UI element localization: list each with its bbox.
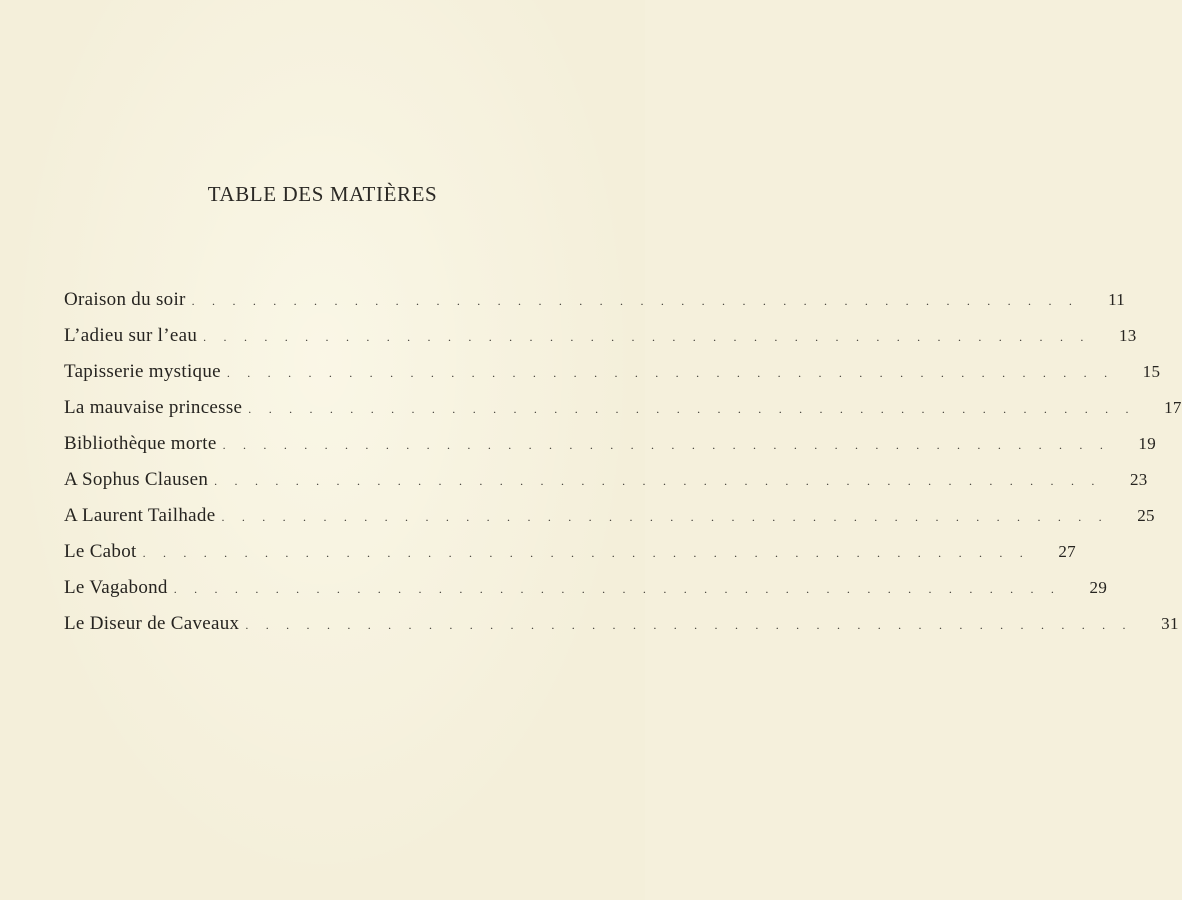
toc-entry-page: 19 bbox=[1138, 434, 1157, 453]
toc-entry-page: 13 bbox=[1118, 326, 1137, 345]
dot-leader: . . . . . . . . . . . . . . . . . . . . . . . . . . . . . . . . . . . . . . . . . . . . bbox=[203, 330, 1091, 344]
toc-entry-page: 31 bbox=[1161, 614, 1179, 633]
toc-entry bbox=[64, 282, 1126, 318]
toc-entry-title: La mauvaise princesse bbox=[64, 397, 243, 418]
toc-entry bbox=[64, 390, 1182, 426]
dot-leader: . . . . . . . . . . . . . . . . . . . . . . . . . . . . . . . . . . . . . . . . . . . . bbox=[222, 438, 1111, 452]
dot-leader: . . . . . . . . . . . . . . . . . . . . . . . . . . . . . . . . . . . . . . . . . . . . bbox=[248, 402, 1136, 416]
dot-leader: . . . . . . . . . . . . . . . . . . . . . . . . . . . . . . . . . . . . . . . . . . . . bbox=[173, 582, 1062, 596]
toc-entry-title: Bibliothèque morte bbox=[64, 433, 217, 454]
dot-leader: . . . . . . . . . . . . . . . . . . . . . . . . . . . . . . . . . . . . . . . . . . . . bbox=[221, 510, 1109, 524]
toc-entry-page: 17 bbox=[1164, 398, 1182, 417]
toc-entry-title: Oraison du soir bbox=[64, 289, 186, 310]
toc-entry-page: 29 bbox=[1089, 578, 1108, 597]
toc-entry-title: A Laurent Tailhade bbox=[64, 505, 216, 526]
toc-entry bbox=[64, 498, 1155, 534]
dot-leader: . . . . . . . . . . . . . . . . . . . . . . . . . . . . . . . . . . . . . . . . . . . . bbox=[191, 294, 1080, 308]
table-of-contents bbox=[64, 282, 1182, 642]
toc-entry-title: Le Diseur de Caveaux bbox=[64, 613, 240, 634]
toc-entry-page: 25 bbox=[1137, 506, 1155, 525]
dot-leader: . . . . . . . . . . . . . . . . . . . . . . . . . . . . . . . . . . . . . . . . . . . . bbox=[214, 474, 1102, 488]
toc-entry bbox=[64, 534, 1076, 570]
toc-entry bbox=[64, 426, 1157, 462]
toc-entry-title: L’adieu sur l’eau bbox=[64, 325, 198, 346]
toc-entry bbox=[64, 462, 1148, 498]
toc-entry-title: Le Cabot bbox=[64, 541, 137, 562]
dot-leader: . . . . . . . . . . . . . . . . . . . . . . . . . . . . . . . . . . . . . . . . . . . . bbox=[226, 366, 1115, 380]
toc-entry-page: 27 bbox=[1058, 542, 1076, 561]
toc-entry-title: A Sophus Clausen bbox=[64, 469, 209, 490]
toc-entry bbox=[64, 606, 1179, 642]
toc-entry-page: 11 bbox=[1108, 290, 1126, 309]
dot-leader: . . . . . . . . . . . . . . . . . . . . . . . . . . . . . . . . . . . . . . . . . . . . bbox=[245, 618, 1133, 632]
page-title: TABLE DES MATIÈRES bbox=[207, 182, 438, 206]
toc-entry bbox=[64, 570, 1108, 606]
toc-entry-page: 15 bbox=[1142, 362, 1161, 381]
toc-entry-title: Le Vagabond bbox=[64, 577, 168, 598]
toc-entry-page: 23 bbox=[1129, 470, 1148, 489]
toc-entry bbox=[64, 354, 1161, 390]
toc-entry bbox=[64, 318, 1137, 354]
dot-leader: . . . . . . . . . . . . . . . . . . . . . . . . . . . . . . . . . . . . . . . . . . . . bbox=[142, 546, 1030, 560]
toc-entry-title: Tapisserie mystique bbox=[64, 361, 221, 382]
